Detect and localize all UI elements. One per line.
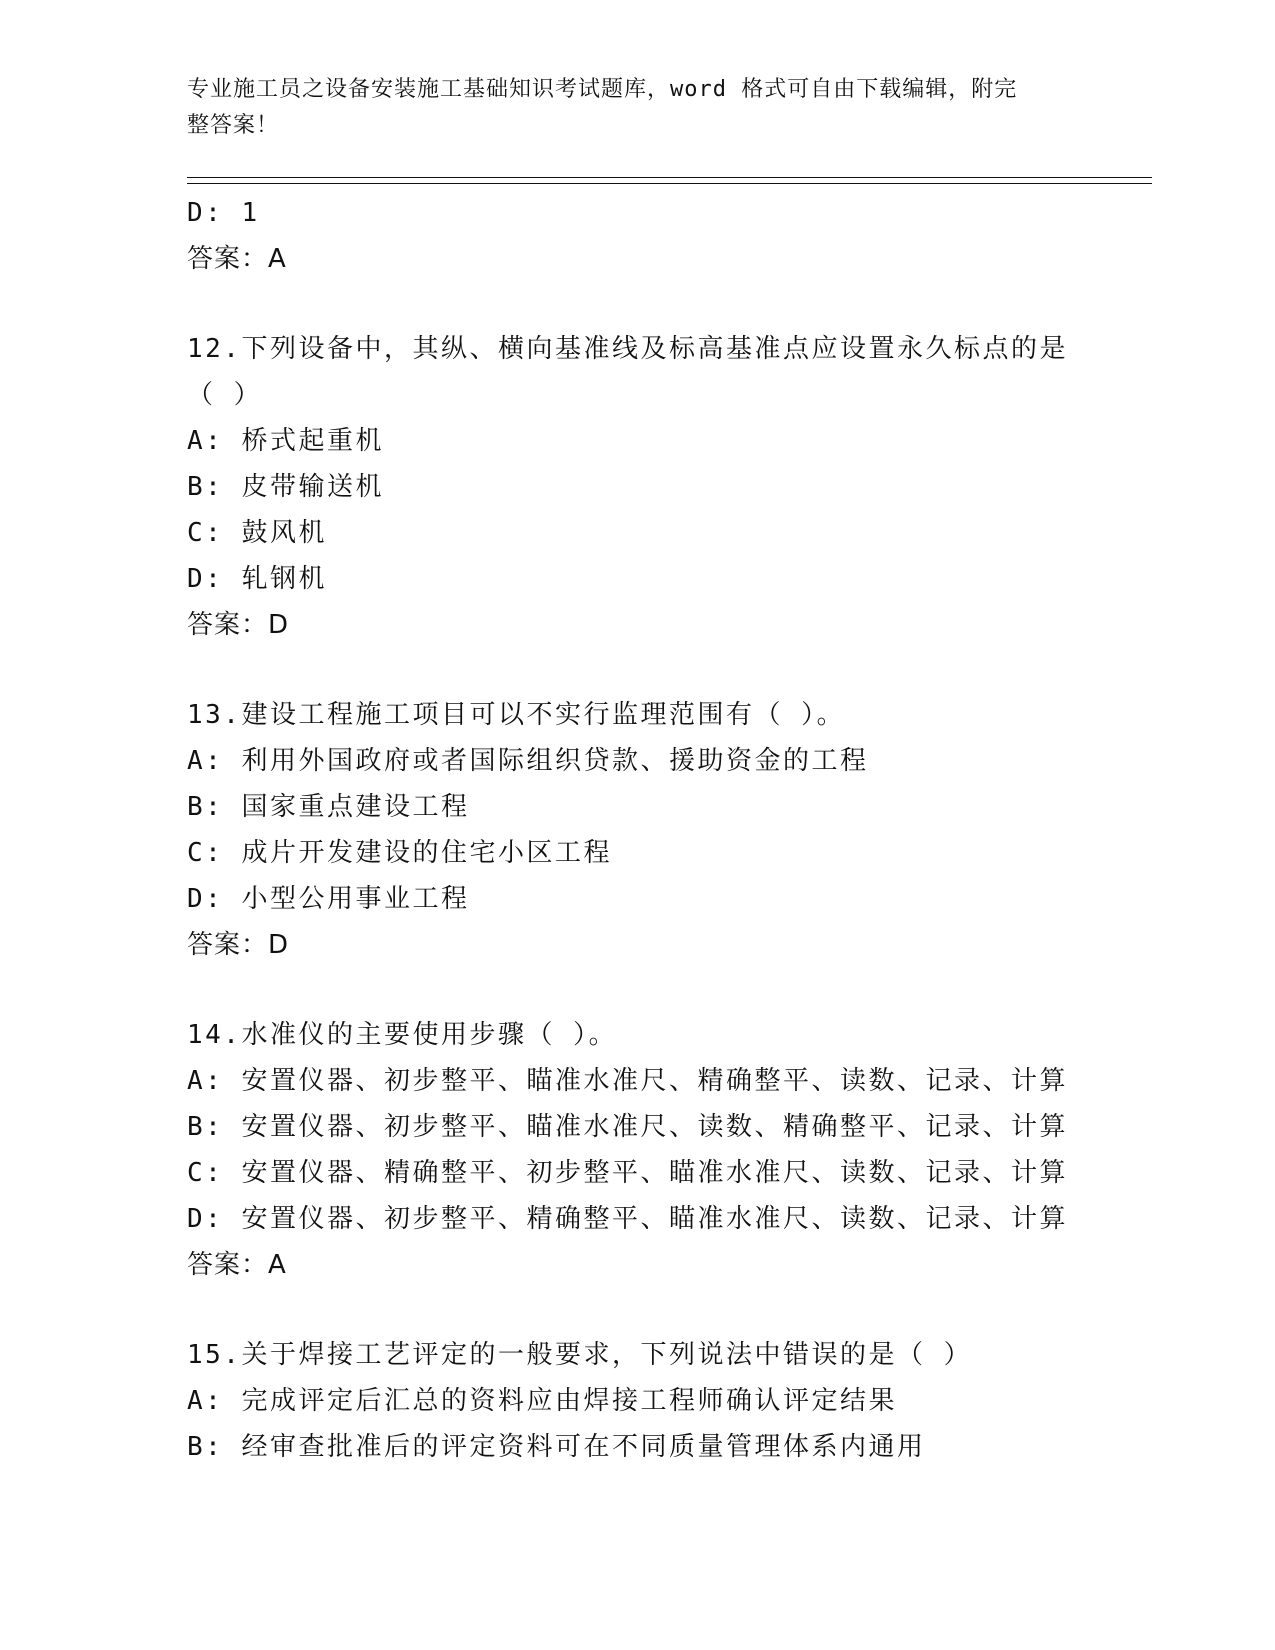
page-header [187, 72, 1067, 144]
header-line-2: 整答案！ [187, 113, 280, 138]
question-13 [187, 692, 1147, 968]
option-d: D: 小型公用事业工程 [187, 884, 470, 914]
spacer [187, 648, 1147, 692]
question-title: 15.关于焊接工艺评定的一般要求，下列说法中错误的是（ ） [187, 1340, 973, 1370]
option-a: A: 利用外国政府或者国际组织贷款、援助资金的工程 [187, 746, 869, 776]
header-rule [187, 177, 1152, 184]
question-title-cont: （ ） [187, 380, 263, 410]
spacer [187, 968, 1147, 1012]
option-b: B: 国家重点建设工程 [187, 792, 470, 822]
option-d: D: 轧钢机 [187, 564, 327, 594]
prev-option-d: D: 1 [187, 198, 260, 228]
question-12 [187, 326, 1147, 648]
question-14 [187, 1012, 1147, 1288]
answer: 答案：D [187, 610, 290, 640]
option-b: B: 经审查批准后的评定资料可在不同质量管理体系内通用 [187, 1432, 926, 1462]
question-15 [187, 1332, 1147, 1470]
option-b: B: 安置仪器、初步整平、瞄准水准尺、读数、精确整平、记录、计算 [187, 1112, 1068, 1142]
option-c: C: 成片开发建设的住宅小区工程 [187, 838, 612, 868]
header-line-1: 专业施工员之设备安装施工基础知识考试题库，word 格式可自由下载编辑，附完 [187, 77, 1018, 102]
document-body [187, 190, 1147, 1470]
option-a: A: 完成评定后汇总的资料应由焊接工程师确认评定结果 [187, 1386, 897, 1416]
option-b: B: 皮带输送机 [187, 472, 384, 502]
answer: 答案：D [187, 930, 290, 960]
question-title: 12.下列设备中，其纵、横向基准线及标高基准点应设置永久标点的是 [187, 334, 1068, 364]
option-d: D: 安置仪器、初步整平、精确整平、瞄准水准尺、读数、记录、计算 [187, 1204, 1068, 1234]
question-title: 13.建设工程施工项目可以不实行监理范围有（ ）。 [187, 700, 846, 730]
question-title: 14.水准仪的主要使用步骤（ ）。 [187, 1020, 618, 1050]
spacer [187, 1288, 1147, 1332]
spacer [187, 282, 1147, 326]
option-a: A: 安置仪器、初步整平、瞄准水准尺、精确整平、读数、记录、计算 [187, 1066, 1068, 1096]
option-c: C: 鼓风机 [187, 518, 327, 548]
prev-answer: 答案：A [187, 244, 287, 274]
option-c: C: 安置仪器、精确整平、初步整平、瞄准水准尺、读数、记录、计算 [187, 1158, 1068, 1188]
option-a: A: 桥式起重机 [187, 426, 384, 456]
answer: 答案：A [187, 1250, 287, 1280]
